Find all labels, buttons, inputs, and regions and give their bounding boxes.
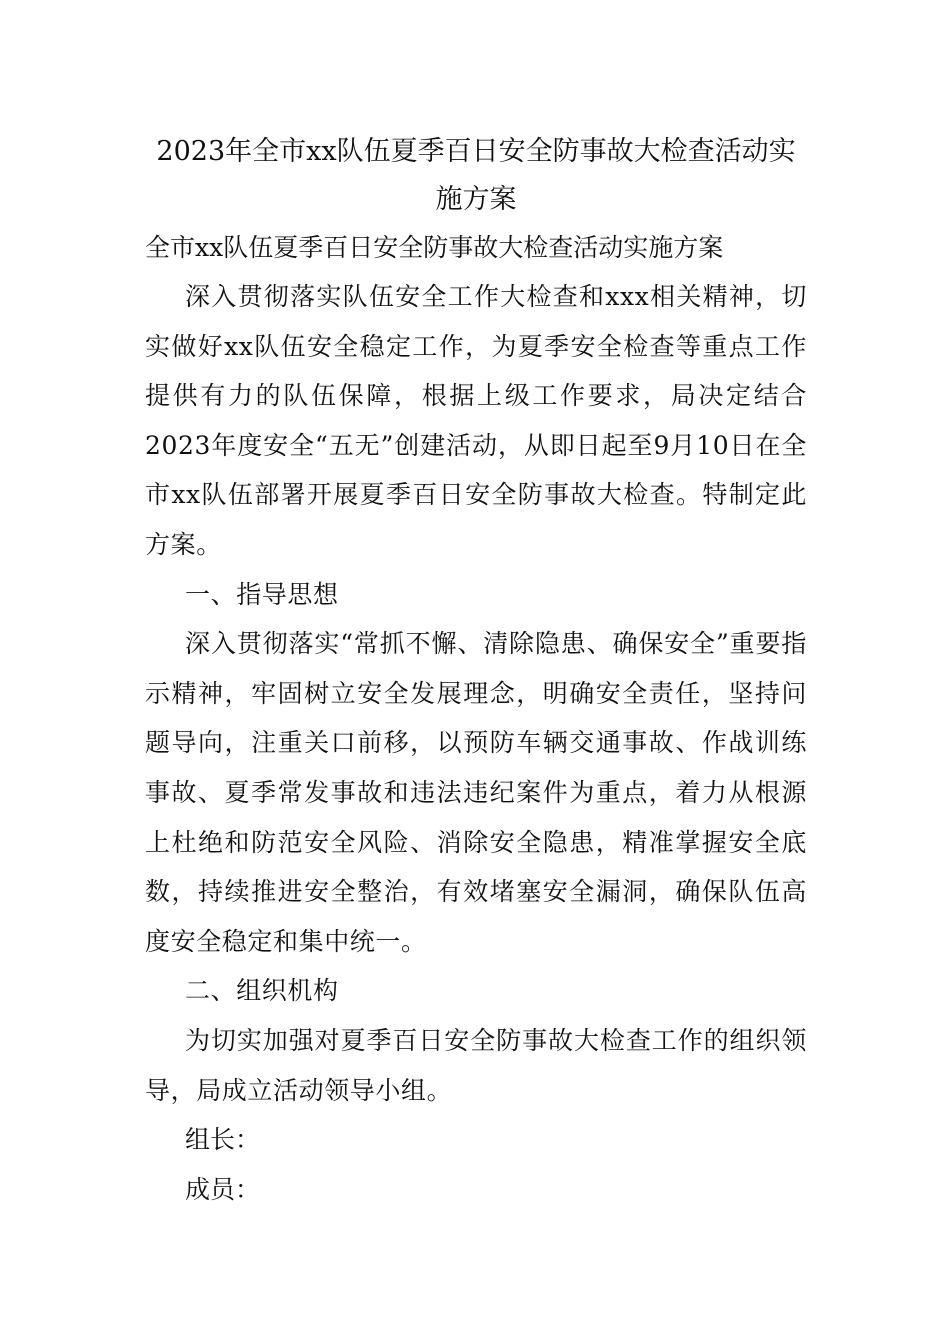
document-subtitle: 全市xx队伍夏季百日安全防事故大检查活动实施方案 [145, 233, 724, 262]
document-page [145, 128, 807, 1214]
guiding-thought-paragraph: 深入贯彻落实“常抓不懈、清除隐患、确保安全”重要指示精神，牢固树立安全发展理念，明确安全责任，坚持问题导向，注重关口前移，以预防车辆交通事故、作战训练事故、夏季常发事故和违法违纪案件为重点，着力从根源上杜绝和防范安全风险、消除安全隐患，精准掌握安全底数，持续推进安全整治，有效堵塞安全漏洞，确保队伍高度安全稳定和集中统一。 [145, 629, 807, 956]
intro-paragraph: 深入贯彻落实队伍安全工作大检查和xxx相关精神，切实做好xx队伍安全稳定工作，为夏季安全检查等重点工作提供有力的队伍保障，根据上级工作要求，局决定结合2023年度安全“五无”创建活动，从即日起至9月10日在全市xx队伍部署开展夏季百日安全防事故大检查。特制定此方案。 [145, 282, 807, 559]
members-label: 成员： [185, 1174, 261, 1204]
section-heading-guiding-thought: 一、指导思想 [185, 579, 339, 609]
document-title: 2023年全市xx队伍夏季百日安全防事故大检查活动实施方案 [156, 136, 796, 215]
leader-label: 组长： [185, 1125, 261, 1155]
organization-paragraph: 为切实加强对夏季百日安全防事故大检查工作的组织领导，局成立活动领导小组。 [145, 1025, 807, 1105]
section-heading-organization: 二、组织机构 [185, 976, 339, 1006]
